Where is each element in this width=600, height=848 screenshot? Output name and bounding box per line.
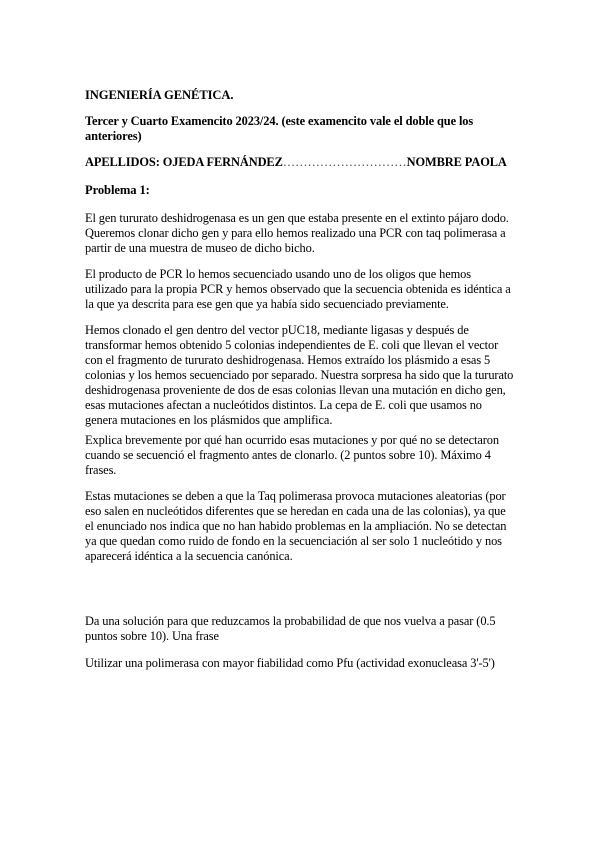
paragraph-statement-2: El producto de PCR lo hemos secuenciado usando uno de los oligos que hemos utilizado para la propia PCR y hemos observado que la secuencia obtenida es idéntica a la que ya descrita para ese gen que ya había sido secuenciado previamente.	[85, 267, 511, 311]
apellidos-label: APELLIDOS: OJEDA FERNÁNDEZ	[85, 155, 283, 169]
exam-title: Tercer y Cuarto Examencito 2023/24. (este examencito vale el doble que los anteriores)	[85, 114, 474, 143]
student-name-line	[85, 155, 525, 170]
answer-1: Estas mutaciones se deben a que la Taq polimerasa provoca mutaciones aleatorias (por eso salen en nucleótidos diferentes que se heredan en cada una de las colonias), ya que el enunciado nos indica que no han habido problemas en la ampliación. No se detectan ya que quedan como ruido de fondo en la secuenciación al ser solo 1 nucleótido y nos aparecerá idéntica a la secuencia canónica.	[85, 489, 507, 563]
nombre-label: NOMBRE PAOLA	[406, 155, 507, 169]
answer-2: Utilizar una polimerasa con mayor fiabilidad como Pfu (actividad exonucleasa 3'-5')	[85, 656, 495, 670]
document-title: INGENIERÍA GENÉTICA.	[85, 88, 234, 102]
paragraph-statement-1: El gen tururato deshidrogenasa es un gen que estaba presente en el extinto pájaro dodo. Queremos clonar dicho gen y para ello hemos realizado una PCR con taq polimerasa a partir de una muestra de museo de dicho bicho.	[85, 211, 509, 255]
dotted-leader: …………………………	[282, 155, 407, 169]
question-1: Explica brevemente por qué han ocurrido esas mutaciones y por qué no se detectaron cuando se secuenció el fragmento antes de clonarlo. (2 puntos sobre 10). Máximo 4 frases.	[85, 433, 499, 477]
paragraph-statement-3: Hemos clonado el gen dentro del vector pUC18, mediante ligasas y después de transformar hemos obtenido 5 colonias independientes de E. coli que llevan el vector con el fragmento de tururato deshidrogenasa. Hemos extraído los plásmido a esas 5 colonias y los hemos secuenciado por separado. Nuestra sorpresa ha sido que la tururato deshidrogenasa proveniente de dos de esas colonias llevan una mutación en dicho gen, esas mutaciones afectan a nucleótidos distintos. La cepa de E. coli que usamos no genera mutaciones en los plásmidos que amplifica.	[85, 323, 514, 427]
problem-title: Problema 1:	[85, 183, 150, 197]
question-2: Da una solución para que reduzcamos la probabilidad de que nos vuelva a pasar (0.5 puntos sobre 10). Una frase	[85, 614, 496, 643]
